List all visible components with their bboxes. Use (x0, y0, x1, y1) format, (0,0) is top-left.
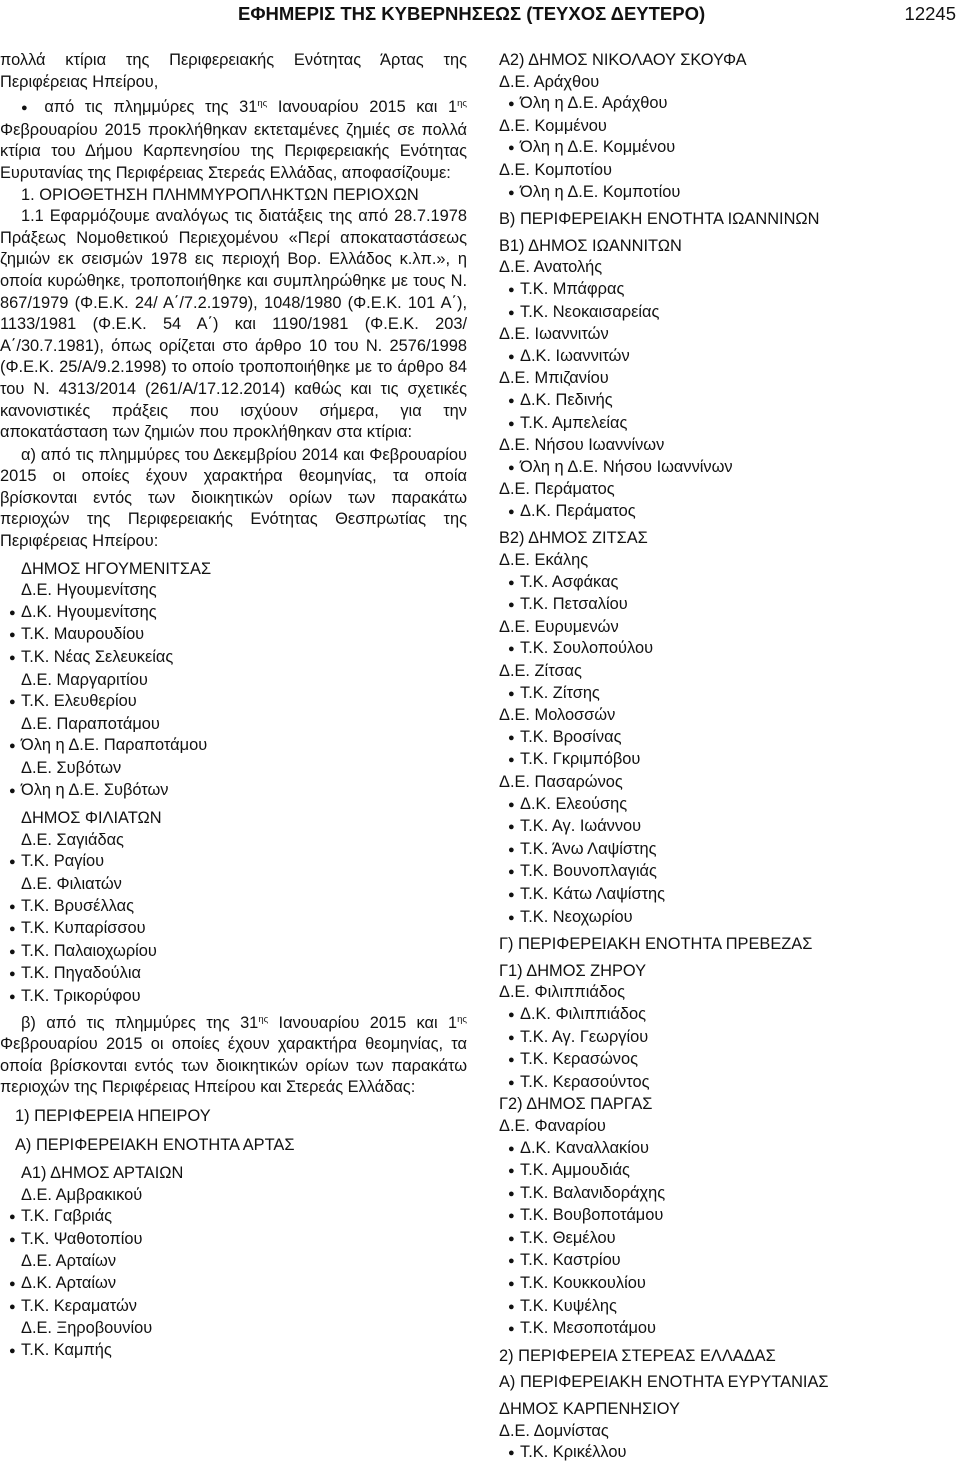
bullet-list-item: ● Τ.Κ. Τρικορύφου (0, 986, 467, 1009)
bullet-list-item: ● Τ.Κ. Βουβοποτάμου (499, 1205, 957, 1228)
municipal-unit-label: Δ.Ε. Νήσου Ιωαννίνων (499, 436, 665, 455)
section-heading: Β) ΠΕΡΙΦΕΡΕΙΑΚΗ ΕΝΟΤΗΤΑ ΙΩΑΝΝΙΝΩΝ (499, 210, 820, 229)
bullet-list-item: ● Τ.Κ. Νεοκαισαρείας (499, 302, 957, 325)
area-list (0, 559, 467, 803)
bullet-icon: ● (21, 102, 34, 115)
bullet-list-item: ● Τ.Κ. Κερασούντος (499, 1072, 957, 1095)
bullet-list-item: ● Τ.Κ. Ελευθερίου (0, 691, 467, 714)
bullet-list-item: ● Δ.Κ. Καναλλακίου (499, 1138, 957, 1161)
list-item: Δ.Ε. Αρταίων (21, 1252, 117, 1271)
section-heading: Β2) ΔΗΜΟΣ ΖΙΤΣΑΣ (499, 529, 648, 548)
municipal-unit-label: Δ.Ε. Φαναρίου (499, 1116, 606, 1135)
municipal-unit-label: Δ.Ε. Πασαρώνος (499, 773, 623, 791)
section-heading: Α2) ΔΗΜΟΣ ΝΙΚΟΛΑΟΥ ΣΚΟΥΦΑ (499, 51, 747, 69)
bullet-list-item: ● Δ.Κ. Πεδινής (499, 390, 957, 413)
paragraph: 1.1 Εφαρμόζουμε αναλόγως τις διατάξεις της από 28.7.1978 Πράξεως Νομοθετικού Περιεχομένου «Περί αποκαταστάσεως ζημιών εκ σεισμών 1978 εις περιοχή Βορ. Ελλάδος κ.λπ.», η οποία κυρώθηκε, τροποποιήθηκε και συμπληρώθηκε με τους Ν. 867/1979 (Φ.Ε.Κ. 24/ Α΄/7.2.1979), 1048/1980 (Φ.Ε.Κ. 101 Α΄), 1133/1981 (Φ.Ε.Κ. 54 Α΄) και 1190/1981 (Φ.Ε.Κ. 203/Α΄/30.7.1981), όπως ορίζεται στο άρθρο 10 του Ν. 2576/1998 (Φ.Ε.Κ. 25/Α/9.2.1998) το οποίο τροποποιήθηκε με το άρθρο 84 του Ν. 4313/2014 (261/Α/17.12.2014) καθώς και τις σχετικές κανονιστικές πράξεις που ισχύουν σήμερα, για την αποκατάσταση των ζημιών που προκλήθηκαν στα κτίρια: (0, 207, 467, 442)
bullet-list-item: ● Όλη η Δ.Ε. Συβότων (0, 780, 467, 803)
bullet-list-item: ● Τ.Κ. Θεμέλου (499, 1228, 957, 1251)
municipal-unit-label: Δ.Ε. Ανατολής (499, 258, 603, 277)
section-heading: Γ1) ΔΗΜΟΣ ΖΗΡΟΥ (499, 961, 647, 980)
left-column (0, 50, 467, 1362)
page-header (0, 0, 960, 34)
municipal-unit-label: Δ.Ε. Ιωαννιτών (499, 325, 609, 344)
bullet-list-item: ● Τ.Κ. Καμπής (0, 1340, 467, 1363)
bullet-list-item: ● Δ.Κ. Φιλιππιάδος (499, 1004, 957, 1027)
municipal-unit-label: Δ.Ε. Αράχθου (499, 72, 600, 91)
bullet-list-item: ● Τ.Κ. Ασφάκας (499, 572, 957, 595)
municipal-unit-label: Δ.Ε. Περάματος (499, 480, 615, 499)
bullet-list-item: ● Όλη η Δ.Ε. Αράχθου (499, 93, 957, 116)
regional-unit-heading: Α) ΠΕΡΙΦΕΡΕΙΑΚΗ ΕΝΟΤΗΤΑ ΑΡΤΑΣ (15, 1135, 295, 1154)
bullet-list-item: ● Τ.Κ. Ψαθοτοπίου (0, 1229, 467, 1252)
bullet-list-item: ● Τ.Κ. Βροσίνας (499, 727, 957, 750)
bullet-list-item: ● Όλη η Δ.Ε. Κομποτίου (499, 182, 957, 205)
bullet-list-item: ● Τ.Κ. Κάτω Λαψίστης (499, 884, 957, 907)
municipal-unit-label: Δ.Ε. Δομνίστας (499, 1421, 609, 1440)
area-list (0, 1163, 467, 1362)
bullet-list-item: ● Τ.Κ. Αμμουδιάς (499, 1160, 957, 1183)
bullet-list-item: ● Δ.Κ. Περάματος (499, 501, 957, 524)
municipal-unit-label: Δ.Ε. Εκάλης (499, 551, 589, 570)
municipal-unit-label: Δ.Ε. Κομποτίου (499, 160, 612, 179)
municipal-unit-label: Δ.Ε. Μολοσσών (499, 706, 616, 725)
bullet-list-item: ● Τ.Κ. Βουνοπλαγιάς (499, 861, 957, 884)
list-item: Δ.Ε. Σαγιάδας (21, 830, 124, 849)
bullet-list-item: ● Τ.Κ. Κυψέλης (499, 1296, 957, 1319)
bullet-list-item: ● Όλη η Δ.Ε. Παραποτάμου (0, 735, 467, 758)
bullet-list-item: ● Όλη η Δ.Ε. Νήσου Ιωαννίνων (499, 457, 957, 480)
bullet-list-item: ● Τ.Κ. Νεοχωρίου (499, 907, 957, 930)
bullet-list-item: ● Τ.Κ. Αγ. Γεωργίου (499, 1027, 957, 1050)
list-item: Δ.Ε. Μαργαριτίου (21, 670, 148, 689)
bullet-list-item: ● Τ.Κ. Βρυσέλλας (0, 896, 467, 919)
bullet-list-item: ● Τ.Κ. Πηγαδούλια (0, 963, 467, 986)
bullet-list-item: ● Τ.Κ. Πετσαλίου (499, 594, 957, 617)
bullet-list-item: ● Τ.Κ. Μπάφρας (499, 279, 957, 302)
section-heading: ΔΗΜΟΣ ΚΑΡΠΕΝΗΣΙΟΥ (499, 1400, 680, 1419)
section-heading: Β1) ΔΗΜΟΣ ΙΩΑΝΝΙΤΩΝ (499, 236, 682, 255)
list-item: Δ.Ε. Φιλιατών (21, 874, 122, 893)
bullet-list-item: ● Τ.Κ. Αμπελείας (499, 413, 957, 436)
bullet-list-item: ● Δ.Κ. Ελεούσης (499, 794, 957, 817)
bullet-list-item: ● Τ.Κ. Βαλανιδοράχης (499, 1183, 957, 1206)
bullet-list-item: ● Δ.Κ. Αρταίων (0, 1273, 467, 1296)
bullet-list-item: ● Τ.Κ. Κρικέλλου (499, 1442, 957, 1465)
bullet-list-item: ● Όλη η Δ.Ε. Κομμένου (499, 137, 957, 160)
bullet-list-item: ● Τ.Κ. Αγ. Ιωάννου (499, 816, 957, 839)
bullet-list-item: ● Τ.Κ. Νέας Σελευκείας (0, 647, 467, 670)
page-number: 12245 (904, 3, 956, 24)
list-item: ΔΗΜΟΣ ΦΙΛΙΑΤΩΝ (21, 809, 162, 828)
bullet-list-item: ● Τ.Κ. Μαυρουδίου (0, 624, 467, 647)
list-item: Δ.Ε. Αμβρακικού (21, 1185, 143, 1204)
bullet-list-item: ● Τ.Κ. Σουλοπούλου (499, 638, 957, 661)
bullet-list-item: ● Τ.Κ. Ζίτσης (499, 683, 957, 706)
municipal-unit-label: Δ.Ε. Ζίτσας (499, 662, 582, 681)
region-heading: 1) ΠΕΡΙΦΕΡΕΙΑ ΗΠΕΙΡΟΥ (15, 1106, 211, 1125)
municipal-unit-label: Δ.Ε. Ευρυμενών (499, 617, 619, 636)
municipal-unit-label: Δ.Ε. Φιλιππιάδος (499, 983, 625, 1002)
bullet-list-item: ● Τ.Κ. Κουκκουλίου (499, 1273, 957, 1296)
section-heading: Α) ΠΕΡΙΦΕΡΕΙΑΚΗ ΕΝΟΤΗΤΑ ΕΥΡΥΤΑΝΙΑΣ (499, 1373, 829, 1392)
section-heading: Γ) ΠΕΡΙΦΕΡΕΙΑΚΗ ΕΝΟΤΗΤΑ ΠΡΕΒΕΖΑΣ (499, 935, 813, 954)
area-list (0, 808, 467, 1008)
bullet-list-item: ● Δ.Κ. Ηγουμενίτσης (0, 602, 467, 625)
list-item: ΔΗΜΟΣ ΗΓΟΥΜΕΝΙΤΣΑΣ (21, 559, 212, 578)
bullet-list-item: ● Τ.Κ. Κεραματών (0, 1296, 467, 1319)
paragraph: α) από τις πλημμύρες του Δεκεμβρίου 2014 και Φεβρουαρίου 2015 οι οποίες έχουν χαρακτήρα θεομηνίας, τα οποία βρίσκονται εντός των διοικητικών ορίων των παρακάτω περιοχών της Περιφερειακής Ενότητας Θεσπρωτίας της Περιφέρειας Ηπείρου: (0, 445, 467, 551)
section-heading: 1. ΟΡΙΟΘΕΤΗΣΗ ΠΛΗΜΜΥΡΟΠΛΗΚΤΩΝ ΠΕΡΙΟΧΩΝ (21, 185, 419, 204)
bullet-list-item: ● Τ.Κ. Παλαιοχωρίου (0, 941, 467, 964)
bullet-list-item: ● Τ.Κ. Ραγίου (0, 851, 467, 874)
bullet-list-item: ● Τ.Κ. Κυπαρίσσου (0, 918, 467, 941)
bullet-list-item: ● Τ.Κ. Γαβριάς (0, 1206, 467, 1229)
paragraph: ● από τις πλημμύρες της $31^{\eta\varsigma}$ Ιανουαρίου 2015 και $1^{\eta\varsigma}$ Φεβρουαρίου 2015 προκλήθηκαν εκτεταμένες ζημιές σε πολλά κτίρια του Δήμου Καρπενησίου της Περιφερειακής Ενότητας Ευρυτανίας της Περιφέρειας Στερεάς Ελλάδας, αποφασίζουμε: (0, 98, 467, 182)
municipal-unit-label: Δ.Ε. Μπιζανίου (499, 369, 609, 388)
paragraph: β) από τις πλημμύρες της $31^{\eta\varsigma}$ Ιανουαρίου 2015 και $1^{\eta\varsigma}$ Φεβρουαρίου 2015 οι οποίες έχουν χαρακτήρα θεομηνίας, τα οποία βρίσκονται εντός των διοικητικών ορίων των παρακάτω περιοχών της Περιφέρειας Ηπείρου και Στερεάς Ελλάδας: (0, 1013, 468, 1097)
right-column (499, 50, 957, 1465)
municipal-unit-label: Δ.Ε. Κομμένου (499, 116, 607, 135)
gazette-title: ΕΦΗΜΕΡΙΣ ΤΗΣ ΚΥΒΕΡΝΗΣΕΩΣ (ΤΕΥΧΟΣ ΔΕΥΤΕΡΟ) (238, 3, 706, 24)
section-heading: Γ2) ΔΗΜΟΣ ΠΑΡΓΑΣ (499, 1095, 653, 1114)
list-item: Δ.Ε. Ξηροβουνίου (21, 1319, 153, 1338)
bullet-list-item: ● Τ.Κ. Κερασώνος (499, 1049, 957, 1072)
bullet-list-item: ● Δ.Κ. Ιωαννιτών (499, 346, 957, 369)
bullet-list-item: ● Τ.Κ. Μεσοποτάμου (499, 1318, 957, 1341)
bullet-list-item: ● Τ.Κ. Γκριμπόβου (499, 749, 957, 772)
paragraph: πολλά κτίρια της Περιφερειακής Ενότητας Άρτας της Περιφέρειας Ηπείρου, (0, 51, 467, 91)
section-heading: 2) ΠΕΡΙΦΕΡΕΙΑ ΣΤΕΡΕΑΣ ΕΛΛΑΔΑΣ (499, 1346, 776, 1365)
list-item: Δ.Ε. Παραποτάμου (21, 714, 160, 733)
list-item: Δ.Ε. Συβότων (21, 759, 122, 777)
bullet-list-item: ● Τ.Κ. Άνω Λαψίστης (499, 839, 957, 862)
list-item: Α1) ΔΗΜΟΣ ΑΡΤΑΙΩΝ (21, 1164, 184, 1183)
list-item: Δ.Ε. Ηγουμενίτσης (21, 581, 157, 600)
bullet-list-item: ● Τ.Κ. Καστρίου (499, 1250, 957, 1273)
